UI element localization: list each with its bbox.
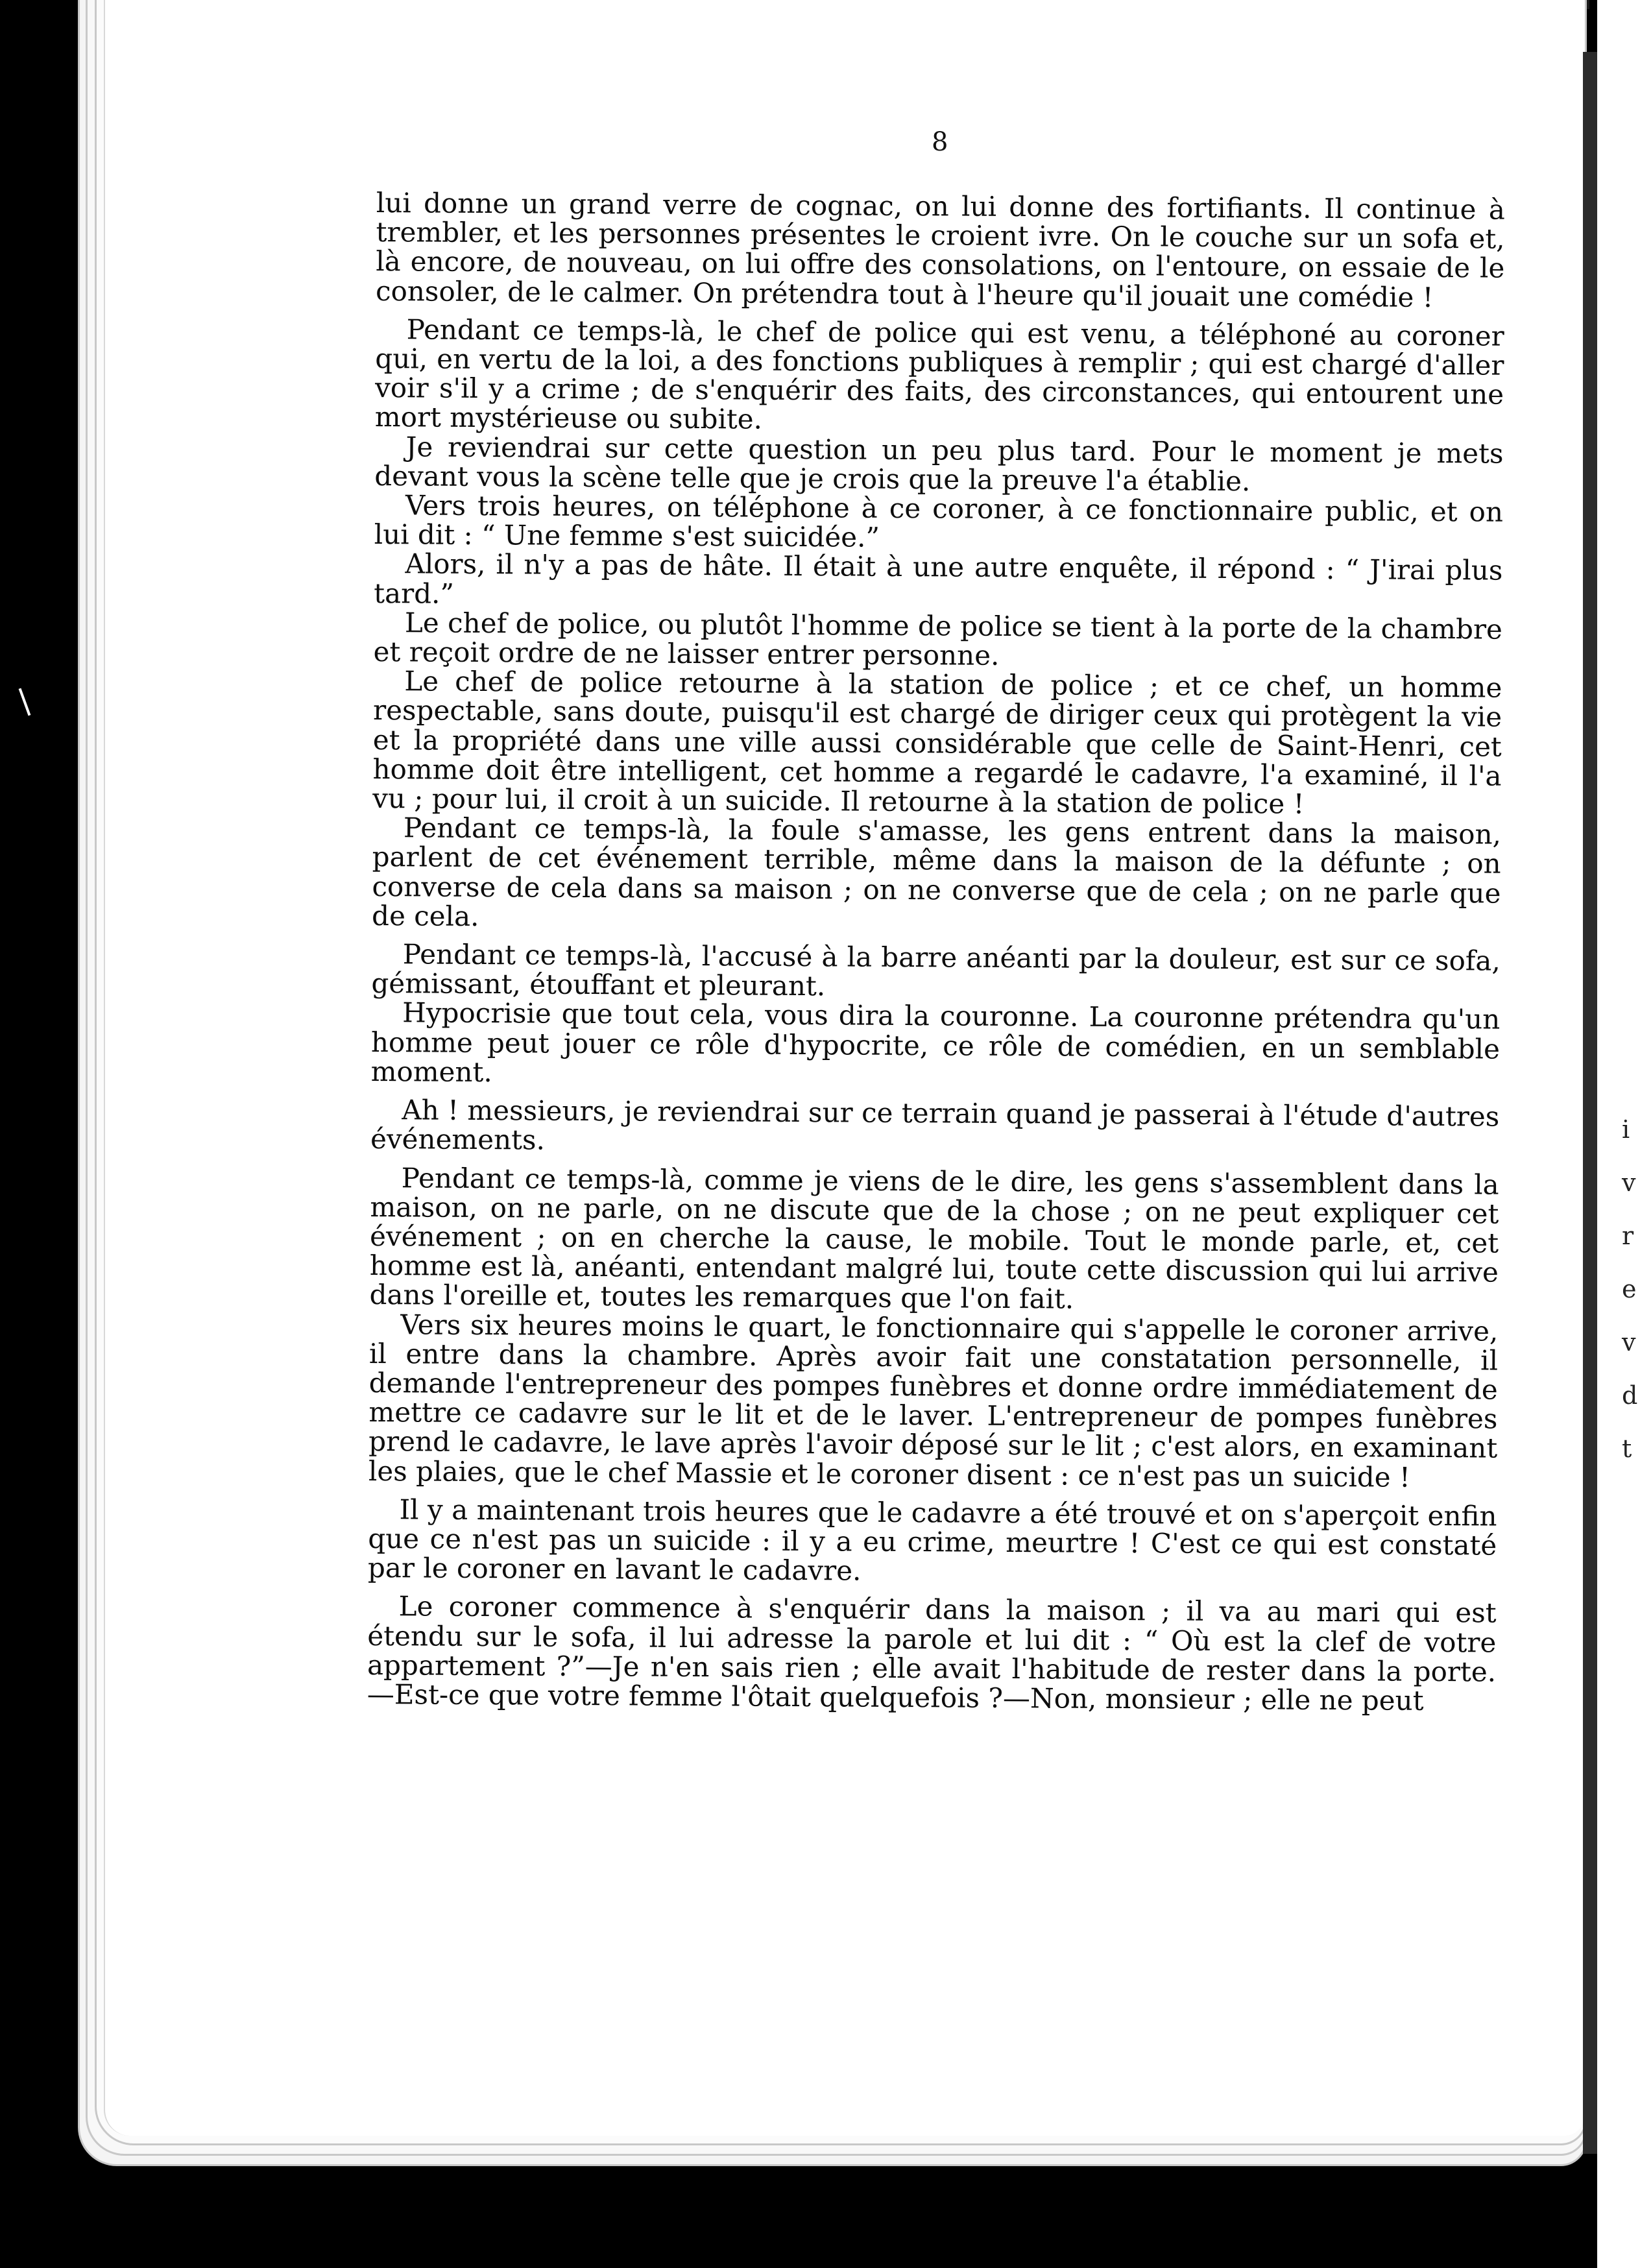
paragraph: Je reviendrai sur cette question un peu plus tard. Pour le moment je mets devant vous la scène telle que je crois que la preuve l'a établie. bbox=[374, 430, 1504, 498]
paragraph: Pendant ce temps-là, le chef de police qui est venu, a téléphoné au coroner qui, en vertu de la loi, a des fonctions publiques à remplir ; qui est chargé d'aller voir s'il y a crime ; de s'enquérir des faits, des circonstances, qui entourent une mort mystérieuse ou subite. bbox=[374, 313, 1504, 436]
paragraph: Hypocrisie que tout cela, vous dira la couronne. La couronne prétendra qu'un homme peut jouer ce rôle d'hypocrite, ce rôle de comédien, en un semblable moment. bbox=[370, 996, 1501, 1089]
scan-mark bbox=[19, 688, 31, 716]
paragraph: Il y a maintenant trois heures que le cadavre a été trouvé et on s'aperçoit enfin que ce n'est pas un suicide : il y a eu crime, meurtre ! C'est ce qui est constaté par le coroner en lavant le cadavre. bbox=[367, 1493, 1497, 1587]
paragraph: Vers six heures moins le quart, le fonctionnaire qui s'appelle le coroner arrive, il entre dans la chambre. Après avoir fait une constatation personnelle, il demande l'entrepreneur des pompes funèbres et donne ordre immédiatement de mettre ce cadavre sur le lit et de le laver. L'entrepreneur de pompes funèbres prend le cadavre, le lave après l'avoir déposé sur le lit ; c'est alors, en examinant les plaies, que le chef Massie et le coroner disent : ce n'est pas un suicide ! bbox=[368, 1308, 1499, 1493]
margin-letter: v bbox=[1622, 1168, 1636, 1197]
body-text bbox=[367, 188, 1505, 1716]
margin-letter: d bbox=[1622, 1381, 1638, 1410]
paragraph: Ah ! messieurs, je reviendrai sur ce terrain quand je passerai à l'étude d'autres événements. bbox=[370, 1094, 1500, 1156]
paragraph: Pendant ce temps-là, la foule s'amasse, les gens entrent dans la maison, parlent de cet événement terrible, même dans la maison de la défunte ; on converse de cela dans sa maison ; on ne converse que de cela ; on ne parle que de cela. bbox=[372, 812, 1502, 932]
margin-letter: t bbox=[1622, 1434, 1632, 1463]
margin-letter: v bbox=[1622, 1328, 1636, 1357]
paragraph: Pendant ce temps-là, l'accusé à la barre anéanti par la douleur, est sur ce sofa, gémissant, étouffant et pleurant. bbox=[371, 938, 1501, 1002]
paragraph: Le chef de police retourne à la station de police ; et ce chef, un homme respectable, sans doute, puisqu'il est chargé de diriger ceux qui protègent la vie et la propriété dans une ville aussi considérable que celle de Saint-Henri, cet homme doit être intelligent, cet homme a regardé le cadavre, l'a examiné, il l'a vu ; pour lui, il croit à un suicide. Il retourne à la station de police ! bbox=[372, 665, 1502, 820]
page-number: 8 bbox=[932, 127, 948, 157]
paragraph: Vers trois heures, on téléphone à ce coroner, à ce fonctionnaire public, et on lui dit : “ Une femme s'est suicidée.” bbox=[374, 489, 1504, 553]
paragraph: Le coroner commence à s'enquérir dans la maison ; il va au mari qui est étendu sur le sofa, il lui adresse la parole et lui dit : “ Où est la clef de votre appartement ?”—Je n'en sais rien ; elle avait l'habitude de rester dans la porte. —Est-ce que votre femme l'ôtait quelquefois ?—Non, monsieur ; elle ne peut bbox=[367, 1590, 1497, 1717]
book-gutter bbox=[1583, 52, 1597, 2154]
paragraph: Le chef de police, ou plutôt l'homme de police se tient à la porte de la chambre et reçoit ordre de ne laisser entrer personne. bbox=[373, 607, 1503, 671]
margin-letter: e bbox=[1622, 1275, 1637, 1303]
paragraph: Pendant ce temps-là, comme je viens de le dire, les gens s'assemblent dans la maison, on ne parle, on ne discute que de la chose ; on ne peut expliquer cet événement ; on en cherche la cause, le mobile. Tout le monde parle, et, cet homme est là, anéanti, entendant malgré lui, toute cette discussion qui lui arrive dans l'oreille et, toutes les remarques que l'on fait. bbox=[369, 1161, 1499, 1315]
margin-letter: i bbox=[1622, 1115, 1630, 1144]
facing-page-letters bbox=[1622, 1103, 1637, 1475]
paragraph: Alors, il n'y a pas de hâte. Il était à une autre enquête, il répond : “ J'irai plus tard.” bbox=[374, 548, 1503, 610]
paragraph: lui donne un grand verre de cognac, on lui donne des fortifiants. Il continue à trembler, et les personnes présentes le croient ivre. On le couche sur un sofa et, là encore, de nouveau, on lui offre des consolations, on l'entoure, on essaie de le consoler, de le calmer. On prétendra tout à l'heure qu'il jouait une comédie ! bbox=[375, 187, 1505, 313]
margin-letter: r bbox=[1622, 1222, 1634, 1250]
